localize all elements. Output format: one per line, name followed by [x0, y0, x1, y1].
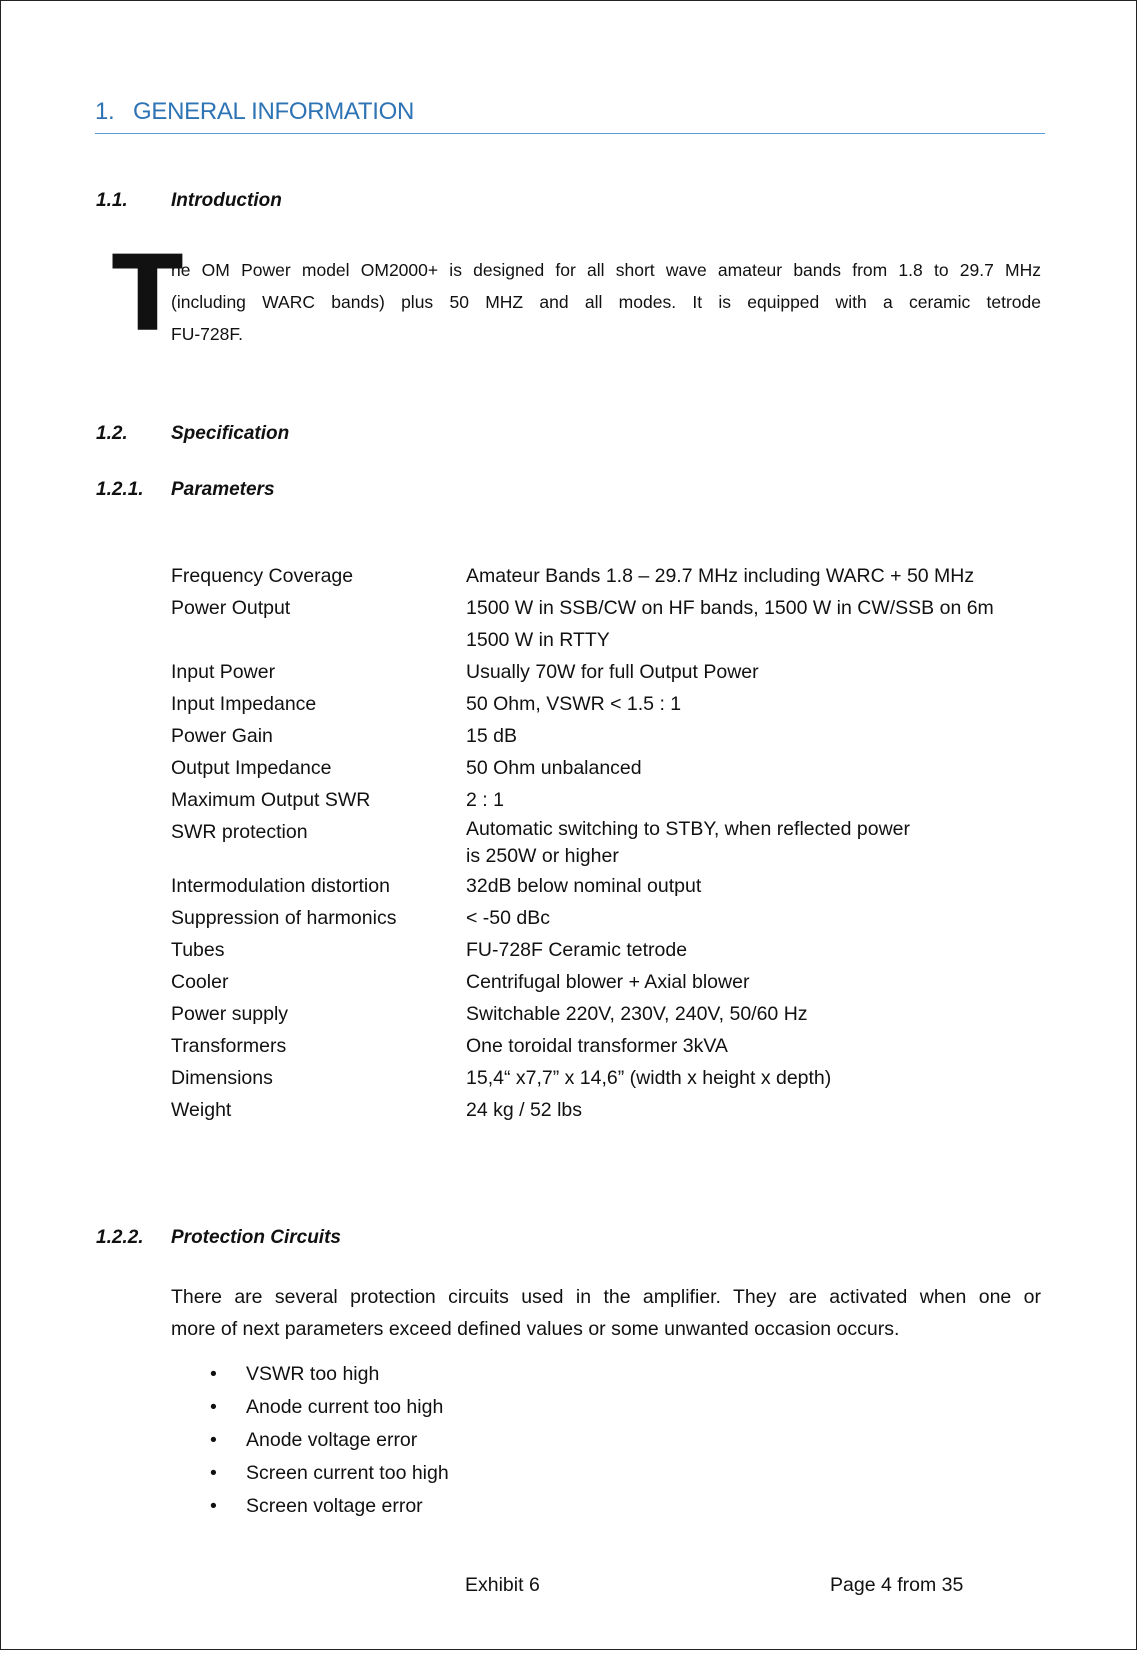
parameter-value-line: is 250W or higher: [466, 845, 619, 867]
parameter-value-line: 1500 W in SSB/CW on HF bands, 1500 W in CW/SSB on 6m: [466, 597, 994, 619]
parameter-value: [466, 1062, 1031, 1094]
parameter-value: [466, 1094, 1031, 1126]
parameter-label: Maximum Output SWR: [171, 789, 371, 811]
parameter-value-line: 32dB below nominal output: [466, 875, 702, 897]
list-item: [171, 1358, 449, 1391]
list-item: [171, 1490, 449, 1523]
heading-number: 1.: [95, 98, 115, 125]
subheading-specification: [96, 423, 289, 445]
parameter-row: [171, 592, 1031, 656]
protection-paragraph: [171, 1281, 1041, 1345]
parameter-value-line: < -50 dBc: [466, 907, 551, 929]
parameter-value-line: Centrifugal blower + Axial blower: [466, 971, 750, 993]
parameter-value-line: 24 kg / 52 lbs: [466, 1099, 582, 1121]
parameter-value-line: Automatic switching to STBY, when reflected power: [466, 818, 911, 840]
parameter-row: [171, 1062, 1031, 1094]
parameter-row: [171, 560, 1031, 592]
subheading-number: 1.2.: [96, 423, 128, 444]
parameter-value: [466, 816, 1031, 870]
parameter-label: Output Impedance: [171, 757, 332, 779]
drop-cap: T: [112, 233, 183, 355]
parameter-value-line: Amateur Bands 1.8 – 29.7 MHz including WARC + 50 MHz: [466, 565, 975, 587]
parameter-value-line: 2 : 1: [466, 789, 504, 811]
intro-line: (including WARC bands) plus 50 MHZ and all modes. It is equipped with a ceramic tetrode: [171, 292, 1041, 312]
parameters-table: [171, 560, 1031, 1126]
intro-paragraph: [171, 254, 1041, 350]
parameter-label: Transformers: [171, 1035, 287, 1057]
list-item: [171, 1391, 449, 1424]
parameter-value-line: 50 Ohm, VSWR < 1.5 : 1: [466, 693, 682, 715]
parameter-value-line: Usually 70W for full Output Power: [466, 661, 759, 683]
parameter-label: Power supply: [171, 1003, 289, 1025]
parameter-row: [171, 688, 1031, 720]
parameter-label: Power Gain: [171, 725, 273, 747]
parameter-row: [171, 966, 1031, 998]
protection-line: There are several protection circuits used in the amplifier. They are activated when one or: [171, 1286, 1041, 1308]
parameter-label: Input Power: [171, 661, 276, 683]
parameter-label: Weight: [171, 1099, 232, 1121]
parameter-row: [171, 1094, 1031, 1126]
list-item: [171, 1457, 449, 1490]
parameter-value: [466, 688, 1031, 720]
parameter-value: [466, 592, 1031, 656]
list-item: [171, 1424, 449, 1457]
bullet-icon: •: [210, 1495, 217, 1517]
subheading-introduction: [96, 190, 282, 212]
parameter-value-line: 15 dB: [466, 725, 517, 747]
parameter-value: [466, 1030, 1031, 1062]
heading-title: GENERAL INFORMATION: [133, 98, 414, 125]
subheading-title: Protection Circuits: [171, 1227, 341, 1248]
parameter-row: [171, 870, 1031, 902]
heading-underline: [95, 133, 1045, 134]
list-item-text: Screen voltage error: [246, 1495, 423, 1517]
parameter-value-line: One toroidal transformer 3kVA: [466, 1035, 728, 1057]
parameter-value-line: Switchable 220V, 230V, 240V, 50/60 Hz: [466, 1003, 808, 1025]
protection-line: more of next parameters exceed defined values or some unwanted occasion occurs.: [171, 1318, 900, 1340]
parameter-value: [466, 870, 1031, 902]
parameter-label: Intermodulation distortion: [171, 875, 390, 897]
parameter-value: [466, 784, 1031, 816]
intro-line: FU-728F.: [171, 324, 243, 344]
parameter-row: [171, 902, 1031, 934]
parameter-row: [171, 784, 1031, 816]
subheading-number: 1.2.2.: [96, 1227, 144, 1248]
parameter-row: [171, 752, 1031, 784]
protection-list: [171, 1358, 449, 1523]
parameter-value: [466, 720, 1031, 752]
parameter-row: [171, 998, 1031, 1030]
footer-exhibit: Exhibit 6: [465, 1574, 540, 1596]
section-heading-general-information: [95, 98, 1045, 126]
parameter-value: [466, 902, 1031, 934]
parameter-row: [171, 934, 1031, 966]
parameter-value-line: 1500 W in RTTY: [466, 629, 610, 651]
subheading-title: Parameters: [171, 479, 275, 500]
bullet-icon: •: [210, 1363, 217, 1385]
parameter-value-line: 50 Ohm unbalanced: [466, 757, 642, 779]
footer-page-number: Page 4 from 35: [830, 1574, 964, 1596]
subheading-title: Introduction: [171, 190, 282, 211]
parameter-value-line: FU-728F Ceramic tetrode: [466, 939, 688, 961]
parameter-value: [466, 966, 1031, 998]
parameter-value: [466, 752, 1031, 784]
parameter-label: Power Output: [171, 597, 291, 619]
parameter-row: [171, 1030, 1031, 1062]
list-item-text: Screen current too high: [246, 1462, 449, 1484]
parameter-value: [466, 560, 1031, 592]
subheading-parameters: [96, 479, 275, 501]
subheading-number: 1.2.1.: [96, 479, 144, 500]
parameter-row: [171, 720, 1031, 752]
parameter-label: Cooler: [171, 971, 229, 993]
parameter-label: Dimensions: [171, 1067, 273, 1089]
intro-line: he OM Power model OM2000+ is designed for all short wave amateur bands from 1.8 to 29.7 MHz: [171, 260, 1041, 280]
parameter-value: [466, 934, 1031, 966]
parameter-label: Frequency Coverage: [171, 565, 354, 587]
parameter-label: Tubes: [171, 939, 225, 961]
subheading-protection-circuits: [96, 1227, 341, 1249]
subheading-title: Specification: [171, 423, 290, 444]
parameter-row: [171, 816, 1031, 870]
parameter-label: SWR protection: [171, 821, 308, 843]
parameter-label: Input Impedance: [171, 693, 317, 715]
parameter-label: Suppression of harmonics: [171, 907, 397, 929]
list-item-text: Anode current too high: [246, 1396, 444, 1418]
list-item-text: VSWR too high: [246, 1363, 380, 1385]
subheading-number: 1.1.: [96, 190, 128, 211]
parameter-value-line: 15,4“ x7,7” x 14,6” (width x height x depth): [466, 1067, 832, 1089]
bullet-icon: •: [210, 1462, 217, 1484]
parameter-value: [466, 656, 1031, 688]
parameter-value: [466, 998, 1031, 1030]
list-item-text: Anode voltage error: [246, 1429, 418, 1451]
bullet-icon: •: [210, 1429, 217, 1451]
bullet-icon: •: [210, 1396, 217, 1418]
parameter-row: [171, 656, 1031, 688]
